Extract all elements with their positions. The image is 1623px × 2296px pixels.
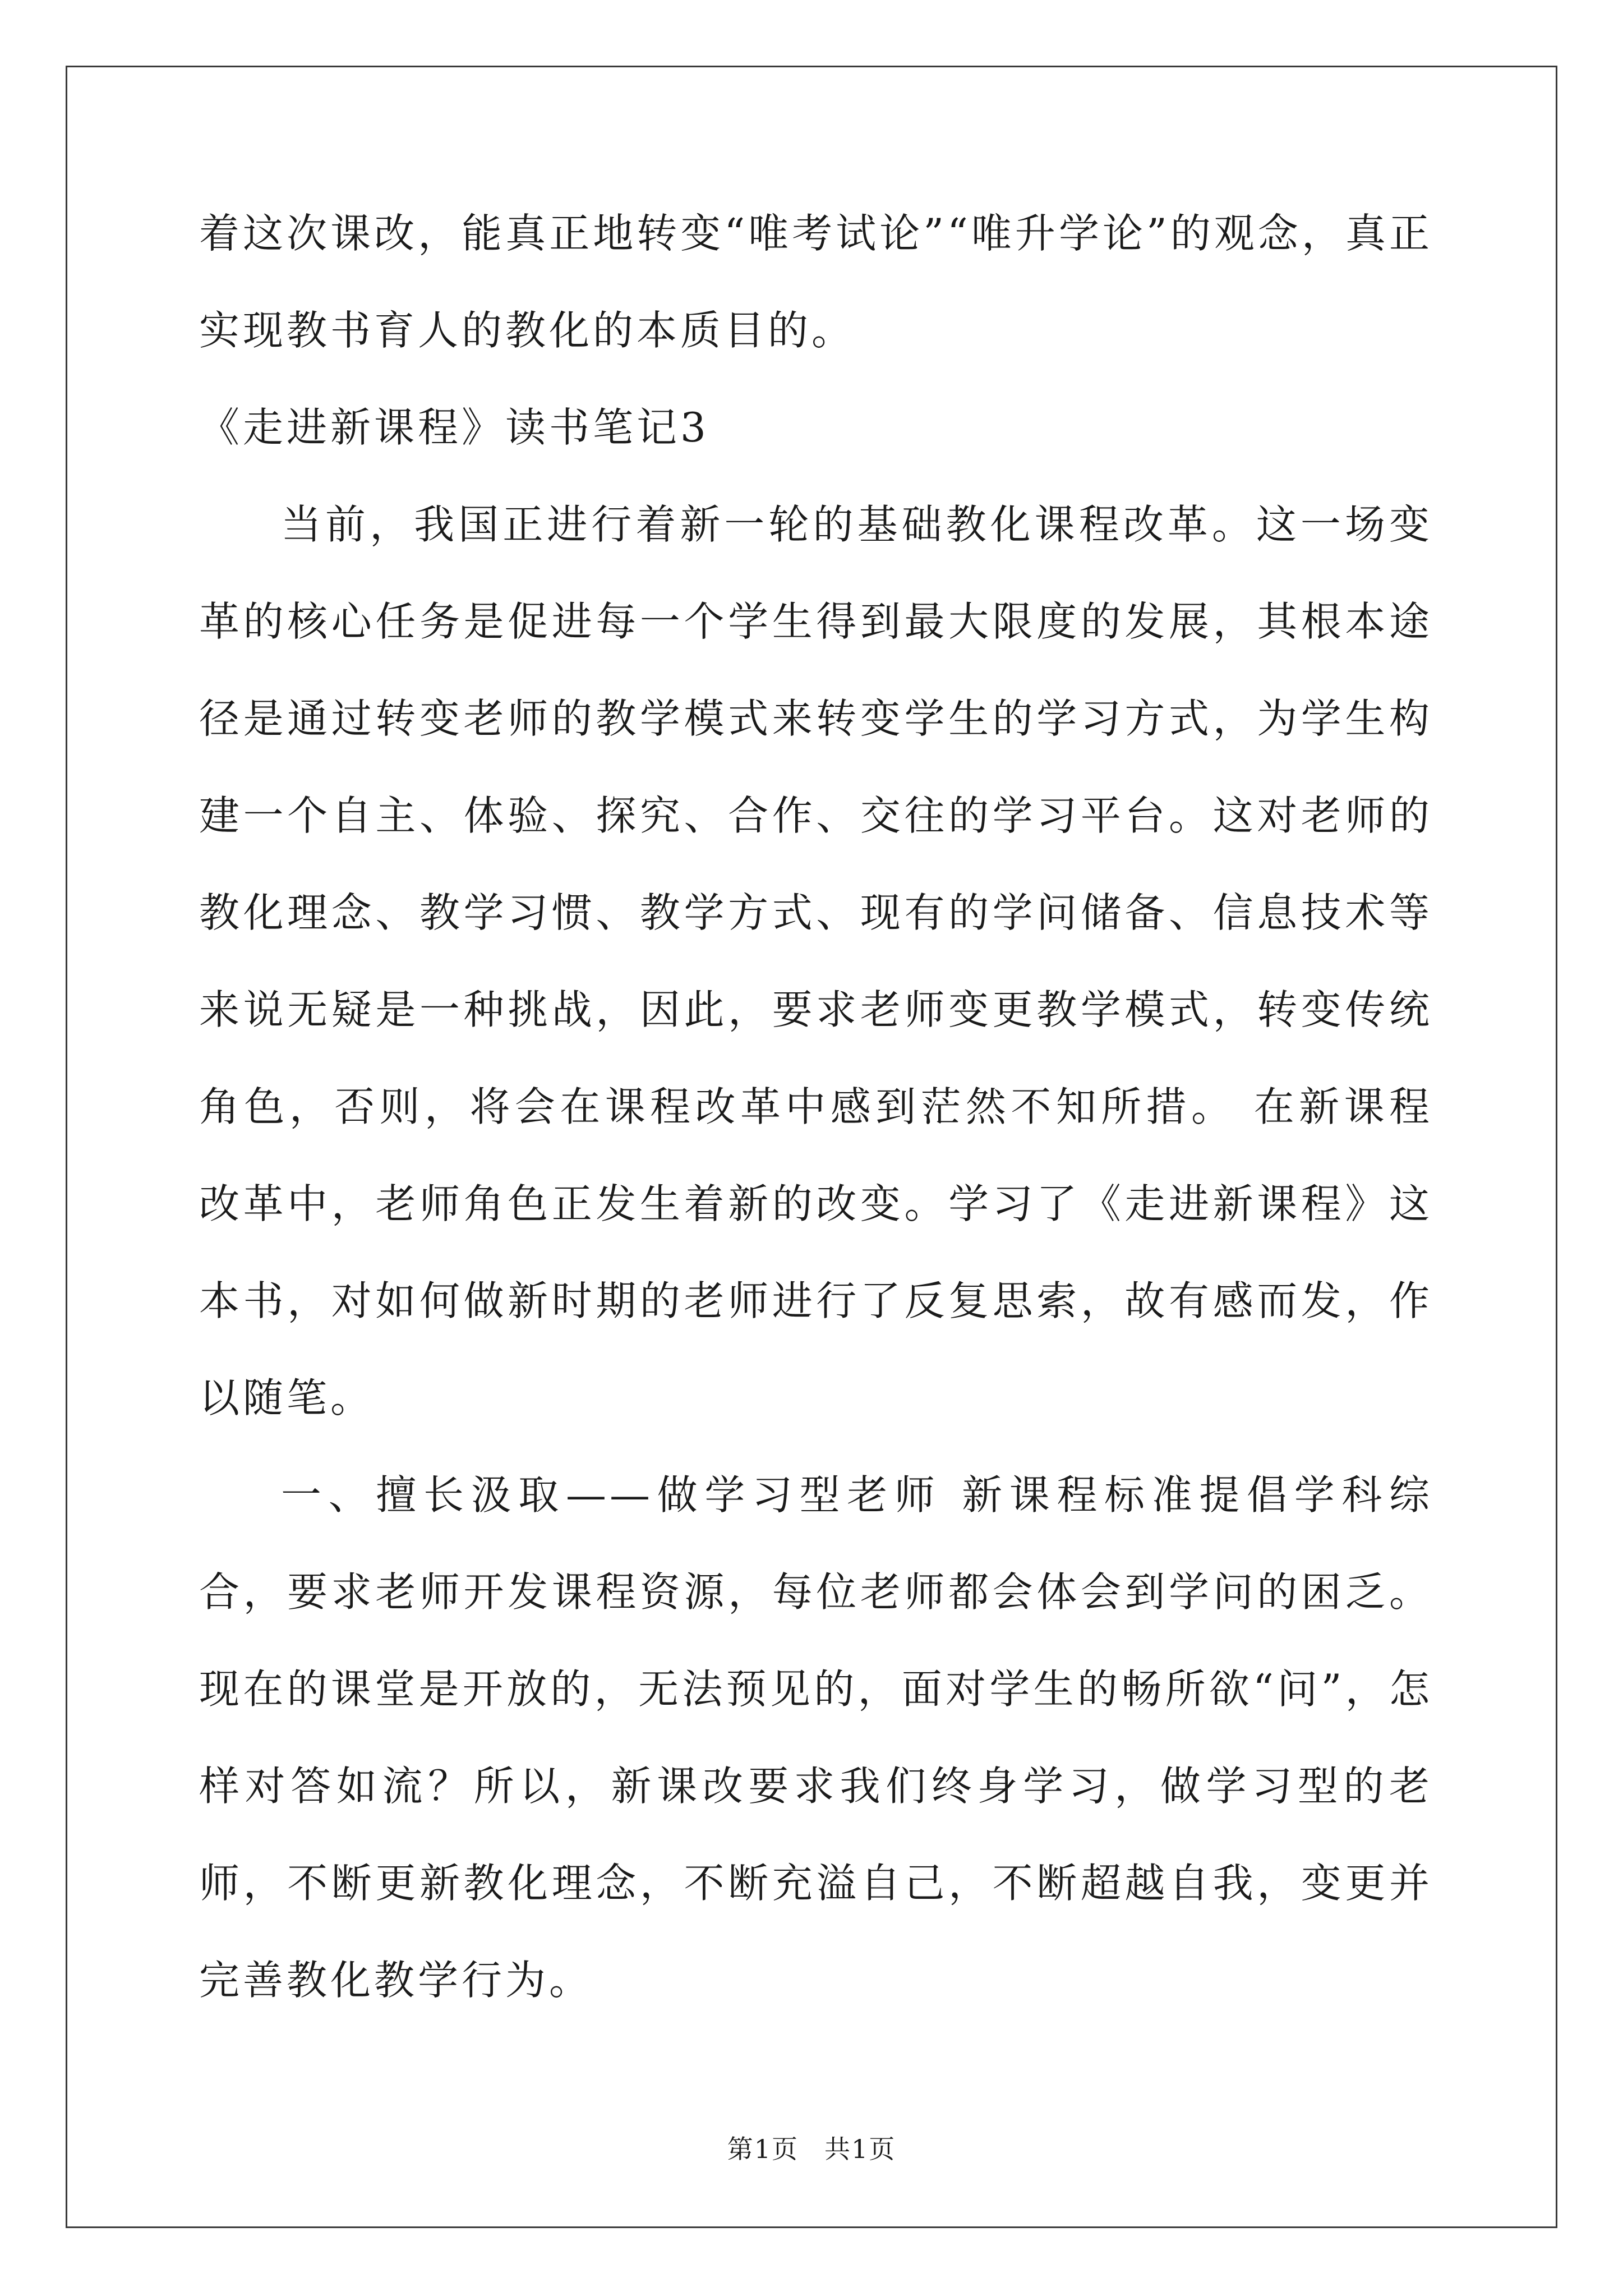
page-footer <box>0 2129 1623 2166</box>
paragraph-intro: 当前，我国正进行着新一轮的基础教化课程改革。这一场变革的核心任务是促进每一个学生得到最大限度的发展，其根本途径是通过转变老师的教学模式来转变学生的学习方式，为学生构建一个自主、体验、探究、合作、交往的学习平台。这对老师的教化理念、教学习惯、教学方式、现有的学问储备、信息技术等来说无疑是一种挑战，因此，要求老师变更教学模式，转变传统角色，否则，将会在课程改革中感到茫然不知所措。 在新课程改革中，老师角色正发生着新的改变。学习了《走进新课程》这本书，对如何做新时期的老师进行了反复思索，故有感而发，作以随笔。 <box>199 501 1433 1421</box>
document-body <box>199 185 1433 2029</box>
paragraph-point-one: 一、擅长汲取——做学习型老师 新课程标准提倡学科综合，要求老师开发课程资源，每位老师都会体会到学问的困乏。现在的课堂是开放的，无法预见的，面对学生的畅所欲“问”，怎样对答如流？所以，新课改要求我们终身学习，做学习型的老师，不断更新教化理念，不断充溢自己，不断超越自我，变更并完善教化教学行为。 <box>199 1471 1433 2004</box>
paragraph-continuation: 着这次课改，能真正地转变“唯考试论”“唯升学论”的观念，真正实现教书育人的教化的本质目的。 <box>199 210 1433 354</box>
section-heading: 《走进新课程》读书笔记3 <box>199 404 709 451</box>
page-total: 共1页 <box>824 2134 896 2164</box>
page-number: 第1页 <box>727 2134 799 2164</box>
